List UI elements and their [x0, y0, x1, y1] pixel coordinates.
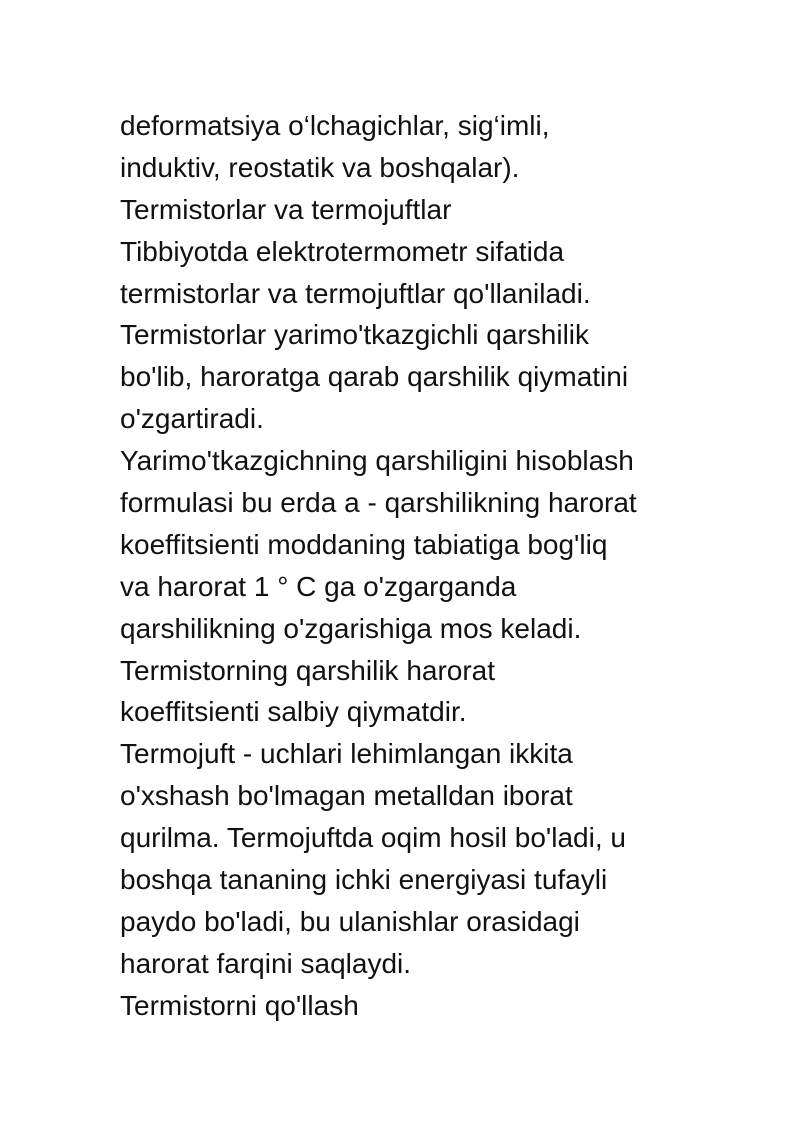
document-text	[120, 105, 720, 1027]
text-line: qurilma. Termojuftda oqim hosil bo'ladi, u	[120, 822, 626, 854]
text-line: induktiv, reostatik va boshqalar).	[120, 151, 520, 183]
text-line: paydo bo'ladi, bu ulanishlar orasidagi	[120, 905, 580, 937]
section-heading-termistorlar-va-termojuftlar: Termistorlar va termojuftlar	[120, 193, 452, 225]
text-line: Termojuft - uchlari lehimlangan ikkita	[120, 738, 573, 770]
text-line: va harorat 1 ° C ga o'zgarganda	[120, 570, 517, 602]
text-line: deformatsiya o‘lchagichlar, sig‘imli,	[120, 110, 550, 141]
section-heading-termistorni-qollash: Termistorni qo'llash	[120, 989, 359, 1021]
text-line: o'zgartiradi.	[120, 403, 264, 435]
text-line: koeffitsienti moddaning tabiatiga bog'liq	[120, 528, 608, 560]
text-line: Termistorlar yarimo'tkazgichli qarshilik	[120, 319, 590, 351]
text-line: termistorlar va termojuftlar qo'llaniladi.	[120, 277, 591, 309]
text-line: harorat farqini saqlaydi.	[120, 947, 412, 979]
text-line: bo'lib, haroratga qarab qarshilik qiymatini	[120, 361, 629, 393]
text-line: formulasi bu erda a - qarshilikning harorat	[120, 487, 637, 519]
text-line: Yarimo'tkazgichning qarshiligini hisoblash	[120, 445, 634, 477]
text-line: qarshilikning o'zgarishiga mos keladi.	[120, 612, 582, 644]
text-line: o'xshash bo'lmagan metalldan iborat	[120, 780, 573, 812]
text-line: boshqa tananing ichki energiyasi tufayli	[120, 864, 608, 896]
text-line: koeffitsienti salbiy qiymatdir.	[120, 696, 467, 728]
text-line: Termistorning qarshilik harorat	[120, 654, 496, 686]
text-line: Tibbiyotda elektrotermometr sifatida	[120, 235, 565, 267]
